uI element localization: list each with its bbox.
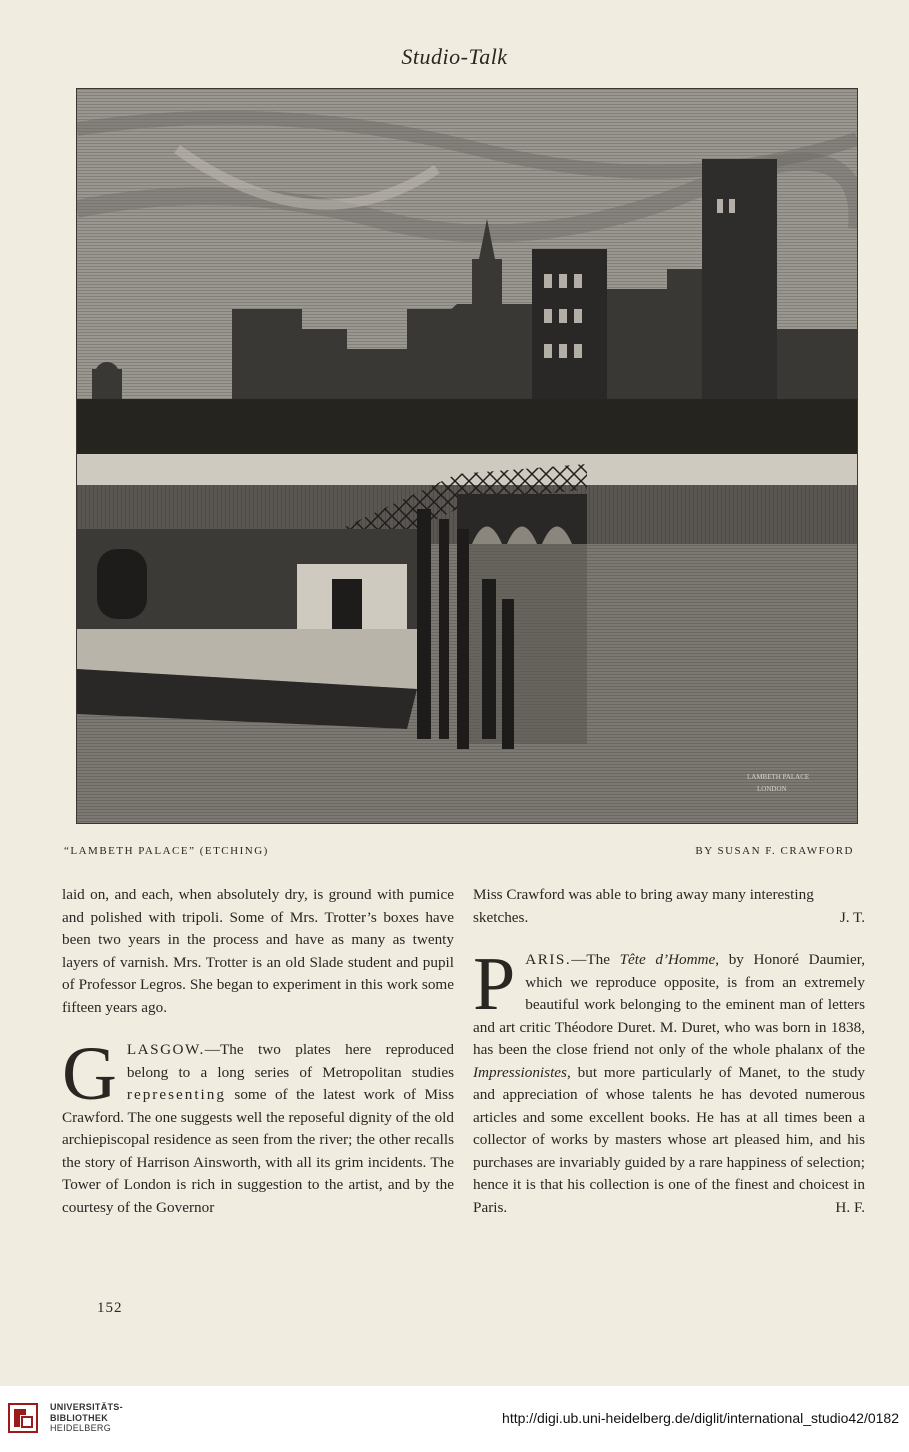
glasgow-lead: LASGOW. bbox=[126, 1041, 205, 1058]
etching-plate bbox=[76, 88, 858, 824]
signature-hf: H. F. bbox=[835, 1198, 865, 1216]
glasgow-text-a: —The two plates here reproduced belong to a long series of Metropolitan studies bbox=[126, 1041, 454, 1081]
continuation-paragraph bbox=[473, 884, 865, 929]
paris-text-c: , but more particularly of Manet, to the study and appreciation of whose talents he has devoted numerous articles and some excellent books. He has at all times been a collector of works by masters whose art pleased him, and his purchases are invariably guided by a rare happiness of selection; hence it is that his collection is one of the finest and choicest in Paris. bbox=[473, 1063, 865, 1216]
drop-cap-p: P bbox=[473, 942, 516, 1026]
page-number: 152 bbox=[97, 1300, 123, 1316]
paris-paragraph bbox=[473, 942, 865, 1219]
paris-text-b: , by Honoré Daumier, which we reproduce opposite, is from an extremely beautiful work belonging to the eminent man of letters and art critic Théodore Duret. M. Duret, who was born in 1838, has been the close friend not only of the whole phalanx of the bbox=[473, 951, 865, 1058]
paris-title-impressionistes: Impressionistes bbox=[473, 1063, 567, 1081]
plate-inscription-1: LAMBETH PALACE bbox=[747, 773, 810, 781]
plate-inscription-2: LONDON bbox=[757, 785, 787, 793]
library-name-line1: UNIVERSITÄTS- bbox=[50, 1402, 123, 1412]
library-name-line2: BIBLIOTHEK bbox=[50, 1412, 108, 1423]
plate-caption bbox=[64, 845, 854, 857]
drop-cap-g: G bbox=[62, 1032, 117, 1116]
running-head: Studio-Talk bbox=[401, 44, 508, 69]
barge bbox=[77, 529, 417, 729]
signature-jt: J. T. bbox=[839, 908, 865, 926]
paris-title-tete: Tête d’Homme bbox=[619, 951, 716, 968]
caption-title: “LAMBETH PALACE” (ETCHING) bbox=[64, 845, 269, 857]
library-name bbox=[50, 1402, 123, 1434]
trotter-paragraph: laid on, and each, when absolutely dry, is ground with pumice and polished with tripoli. Some of Mrs. Trotter’s boxes have been two years in the process and have as many as twenty layers of varnish. Mrs. Trotter is an old Slade student and pupil of Professor Legros. She began to experiment in this work some fifteen years ago. bbox=[62, 886, 454, 1016]
footer-bar bbox=[0, 1386, 909, 1452]
glasgow-paragraph bbox=[62, 1032, 454, 1219]
library-logo-icon bbox=[8, 1403, 38, 1433]
glasgow-text-b: some of the latest work of Miss Crawford. The one suggests well the reposeful dignity of the old archiepiscopal residence as seen from the river; the other recalls the story of Harrison Ainsworth, with all its grim incidents. The Tower of London is rich in suggestion to the artist, and by the courtesy of the Governor bbox=[62, 1086, 454, 1216]
library-name-line3: HEIDELBERG bbox=[50, 1423, 112, 1433]
source-url-link[interactable]: http://digi.ub.uni-heidelberg.de/diglit/international_studio42/0182 bbox=[502, 1410, 899, 1426]
left-column bbox=[62, 884, 454, 1219]
glasgow-spaced-word: representing bbox=[126, 1086, 226, 1103]
caption-artist: BY SUSAN F. CRAWFORD bbox=[695, 845, 854, 857]
paris-lead: ARIS. bbox=[525, 951, 572, 968]
continuation-text: Miss Crawford was able to bring away many interesting sketches. bbox=[473, 886, 814, 926]
right-column bbox=[473, 884, 865, 1219]
paris-text-a: —The bbox=[571, 951, 620, 968]
